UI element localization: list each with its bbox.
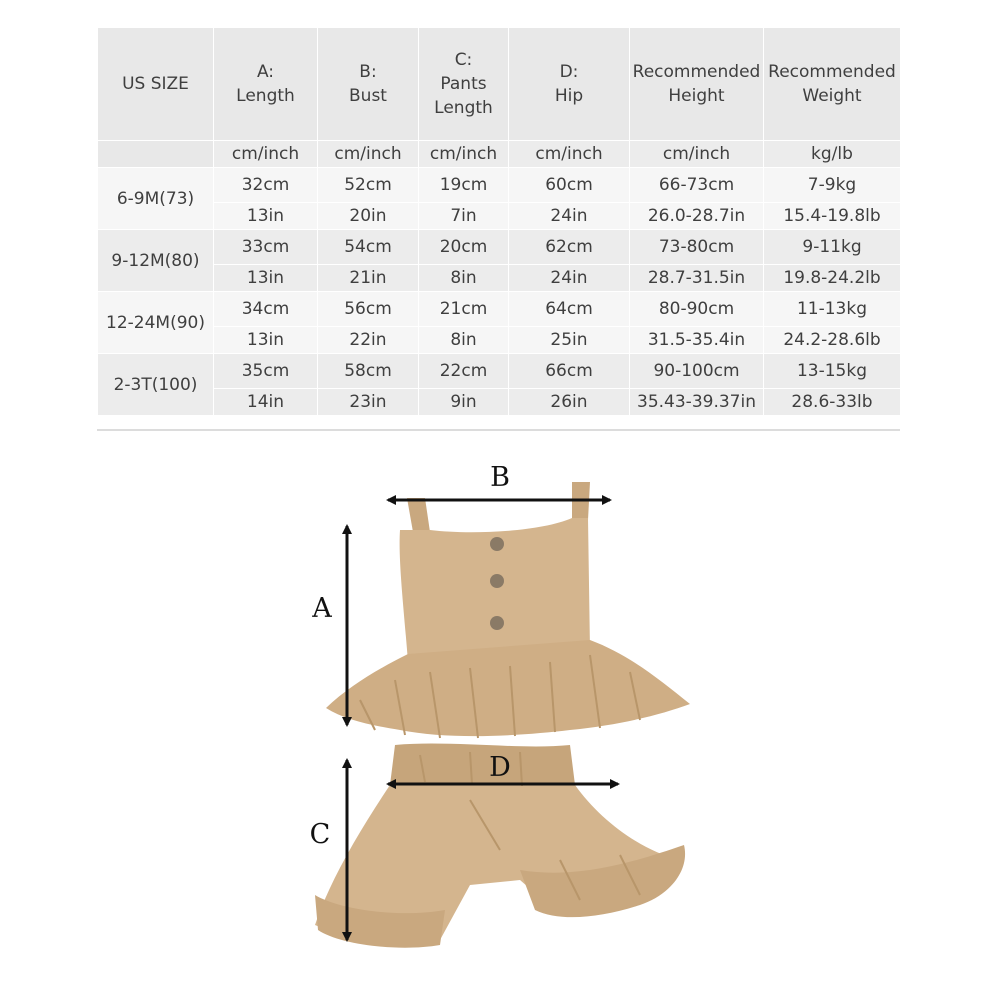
metric-cell: 13-15kg	[764, 354, 901, 389]
imperial-cell: 15.4-19.8lb	[764, 203, 901, 230]
header-cell	[214, 28, 318, 141]
ruffle-top-garment	[326, 482, 690, 738]
unit-cell: cm/inch	[509, 141, 630, 168]
metric-cell: 34cm	[214, 292, 318, 327]
metric-cell: 73-80cm	[630, 230, 764, 265]
metric-cell: 66cm	[509, 354, 630, 389]
imperial-cell: 19.8-24.2lb	[764, 265, 901, 292]
metric-cell: 58cm	[318, 354, 419, 389]
metric-cell: 35cm	[214, 354, 318, 389]
size-cell: 9-12M(80)	[98, 230, 214, 292]
imperial-cell: 14in	[214, 389, 318, 416]
table-row	[98, 230, 901, 265]
unit-cell: cm/inch	[419, 141, 509, 168]
imperial-cell: 35.43-39.37in	[630, 389, 764, 416]
header-line: Length	[434, 98, 493, 118]
top-peplum	[326, 640, 690, 736]
header-line: Bust	[349, 86, 387, 106]
header-line: Pants	[440, 74, 487, 94]
unit-cell: kg/lb	[764, 141, 901, 168]
header-line: Recommended	[632, 62, 761, 82]
imperial-cell: 9in	[419, 389, 509, 416]
size-cell: 12-24M(90)	[98, 292, 214, 354]
metric-cell: 22cm	[419, 354, 509, 389]
table-row	[98, 203, 901, 230]
imperial-cell: 13in	[214, 265, 318, 292]
metric-cell: 19cm	[419, 168, 509, 203]
metric-cell: 9-11kg	[764, 230, 901, 265]
metric-cell: 32cm	[214, 168, 318, 203]
metric-cell: 60cm	[509, 168, 630, 203]
imperial-cell: 20in	[318, 203, 419, 230]
header-line: B:	[359, 62, 377, 82]
imperial-cell: 28.7-31.5in	[630, 265, 764, 292]
imperial-cell: 31.5-35.4in	[630, 327, 764, 354]
shorts-waistband	[390, 744, 575, 788]
imperial-cell: 24in	[509, 265, 630, 292]
metric-cell: 90-100cm	[630, 354, 764, 389]
metric-cell: 64cm	[509, 292, 630, 327]
imperial-cell: 25in	[509, 327, 630, 354]
header-cell	[764, 28, 901, 141]
header-cell	[419, 28, 509, 141]
table-row	[98, 354, 901, 389]
left-strap	[407, 498, 430, 532]
garment-measurement-diagram	[0, 440, 1000, 1000]
imperial-cell: 23in	[318, 389, 419, 416]
metric-cell: 7-9kg	[764, 168, 901, 203]
header-cell	[630, 28, 764, 141]
table-header-row	[98, 28, 901, 141]
imperial-cell: 22in	[318, 327, 419, 354]
imperial-cell: 21in	[318, 265, 419, 292]
units-spacer	[98, 141, 214, 168]
table-row	[98, 389, 901, 416]
imperial-cell: 8in	[419, 265, 509, 292]
label-d: D	[489, 752, 511, 783]
metric-cell: 33cm	[214, 230, 318, 265]
metric-cell: 20cm	[419, 230, 509, 265]
metric-cell: 62cm	[509, 230, 630, 265]
header-cell	[318, 28, 419, 141]
unit-cell: cm/inch	[630, 141, 764, 168]
imperial-cell: 13in	[214, 203, 318, 230]
header-line: A:	[256, 62, 275, 82]
label-a: A	[312, 593, 332, 624]
header-line: US SIZE	[122, 74, 189, 94]
metric-cell: 21cm	[419, 292, 509, 327]
metric-cell: 66-73cm	[630, 168, 764, 203]
imperial-cell: 13in	[214, 327, 318, 354]
metric-cell: 54cm	[318, 230, 419, 265]
header-cell	[98, 28, 214, 141]
table-row	[98, 168, 901, 203]
imperial-cell: 7in	[419, 203, 509, 230]
header-line: D:	[559, 62, 579, 82]
imperial-cell: 28.6-33lb	[764, 389, 901, 416]
header-cell	[509, 28, 630, 141]
button-icon	[490, 616, 504, 630]
metric-cell: 56cm	[318, 292, 419, 327]
header-line: C:	[454, 50, 473, 70]
table-row	[98, 292, 901, 327]
imperial-cell: 26.0-28.7in	[630, 203, 764, 230]
imperial-cell: 8in	[419, 327, 509, 354]
metric-cell: 11-13kg	[764, 292, 901, 327]
header-line: Weight	[802, 86, 862, 106]
header-line: Hip	[554, 86, 584, 106]
metric-cell: 52cm	[318, 168, 419, 203]
unit-cell: cm/inch	[318, 141, 419, 168]
header-line: Recommended	[768, 62, 896, 82]
button-icon	[490, 574, 504, 588]
imperial-cell: 26in	[509, 389, 630, 416]
table-row	[98, 265, 901, 292]
label-b: B	[490, 462, 510, 493]
units-row	[98, 141, 901, 168]
button-icon	[490, 537, 504, 551]
metric-cell: 80-90cm	[630, 292, 764, 327]
unit-cell: cm/inch	[214, 141, 318, 168]
header-line: Length	[236, 86, 295, 106]
size-cell: 6-9M(73)	[98, 168, 214, 230]
table-row	[98, 327, 901, 354]
label-c: C	[309, 819, 331, 850]
size-cell: 2-3T(100)	[98, 354, 214, 416]
size-chart-table	[97, 27, 901, 416]
imperial-cell: 24in	[509, 203, 630, 230]
table-bottom-rule	[97, 429, 900, 431]
imperial-cell: 24.2-28.6lb	[764, 327, 901, 354]
header-line: Height	[668, 86, 725, 106]
